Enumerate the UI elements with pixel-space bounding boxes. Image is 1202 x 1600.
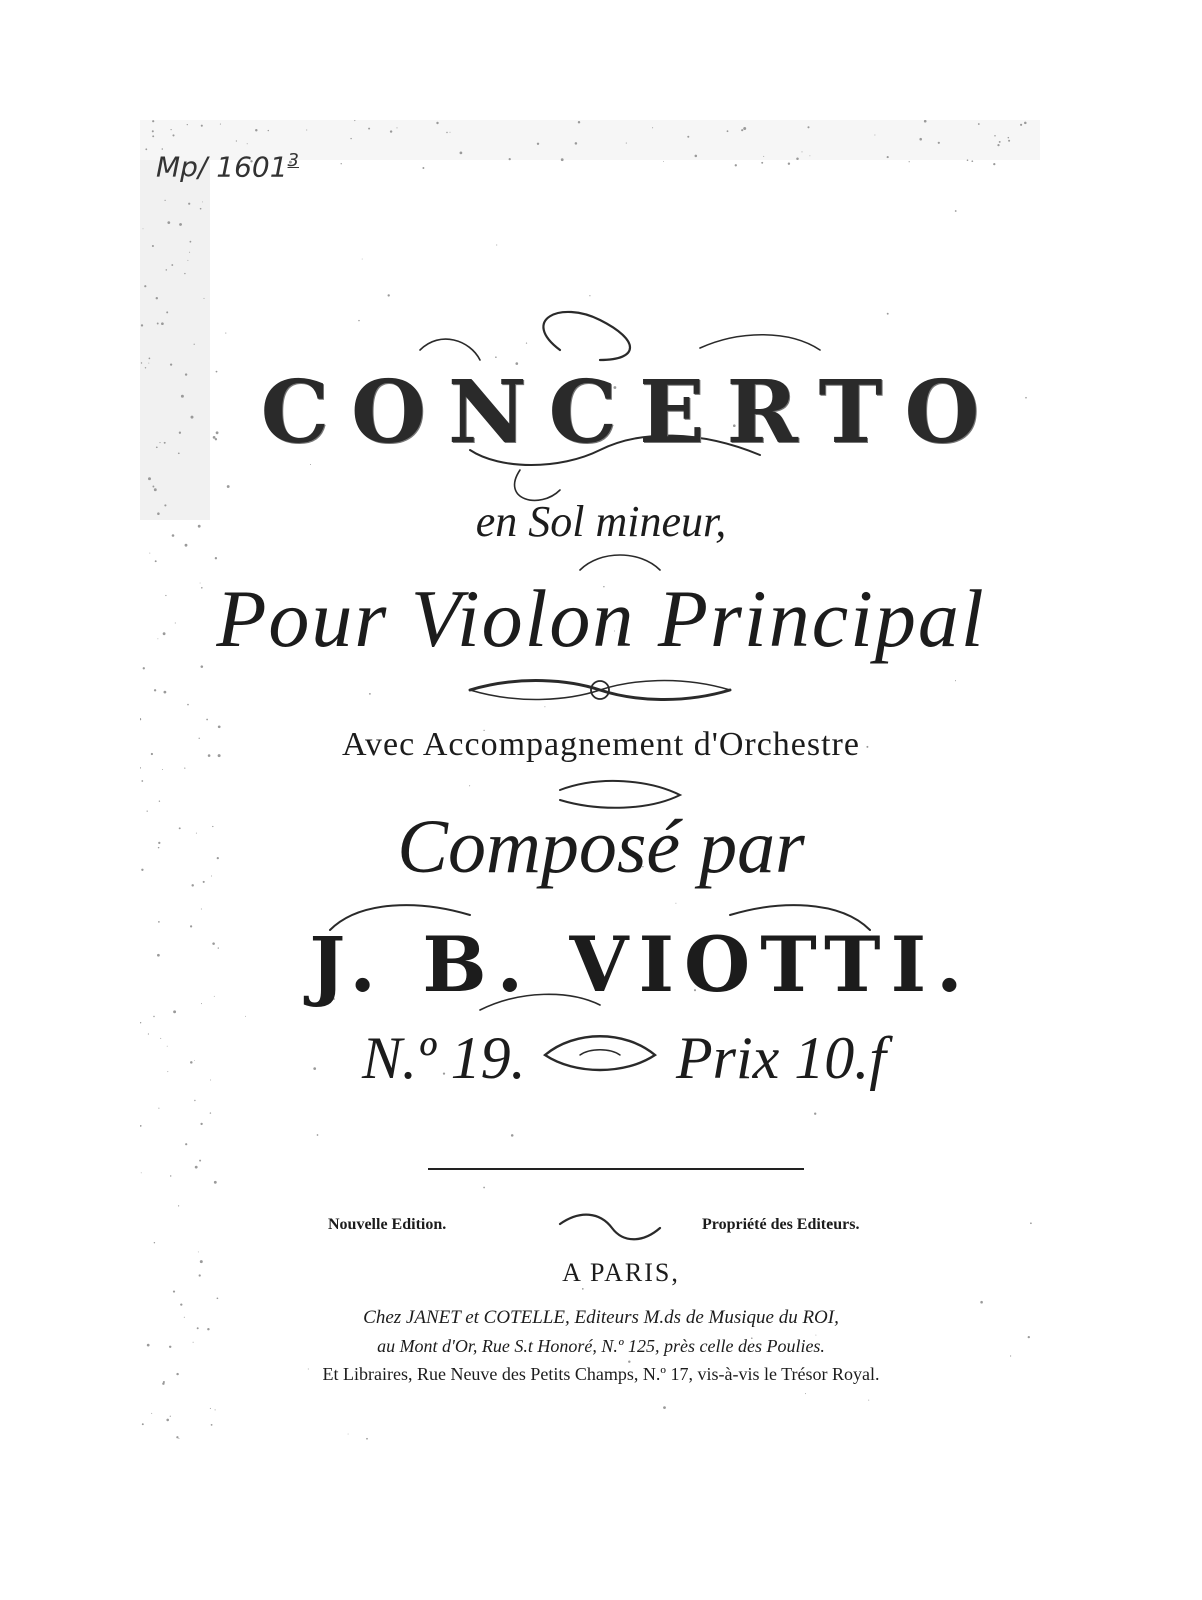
work-title: CONCERTO (260, 362, 1002, 463)
work-key: en Sol mineur, (475, 497, 727, 546)
edition-note: Nouvelle Edition. (328, 1216, 447, 1233)
shelfmark-superscript: 3 (287, 150, 299, 171)
price: Prix 10.f (676, 1025, 886, 1091)
composer-name: J. B. VIOTTI. (309, 920, 973, 1009)
composed-by: Composé par (397, 805, 805, 889)
publisher-line-3: Et Libraires, Rue Neuve des Petits Champs, N.º 17, vis-à-vis le Trésor Royal. (322, 1364, 880, 1384)
accompaniment-line: Avec Accompagnement d'Orchestre (342, 726, 860, 763)
opus-number: N.º 19. (362, 1025, 526, 1091)
instrument-line: Pour Violon Principal (216, 573, 986, 664)
divider-rule (428, 1168, 804, 1170)
shelfmark (156, 150, 299, 183)
publisher-rights: Propriété des Editeurs. (702, 1216, 860, 1233)
publisher-line-2: au Mont d'Or, Rue S.t Honoré, N.º 125, près celle des Poulies. (377, 1336, 825, 1356)
publisher-line-1: Chez JANET et COTELLE, Editeurs M.ds de Musique du ROI, (363, 1307, 839, 1328)
publication-city: A PARIS, (562, 1258, 680, 1287)
shelfmark-number: Mp/ 1601 (156, 150, 288, 184)
